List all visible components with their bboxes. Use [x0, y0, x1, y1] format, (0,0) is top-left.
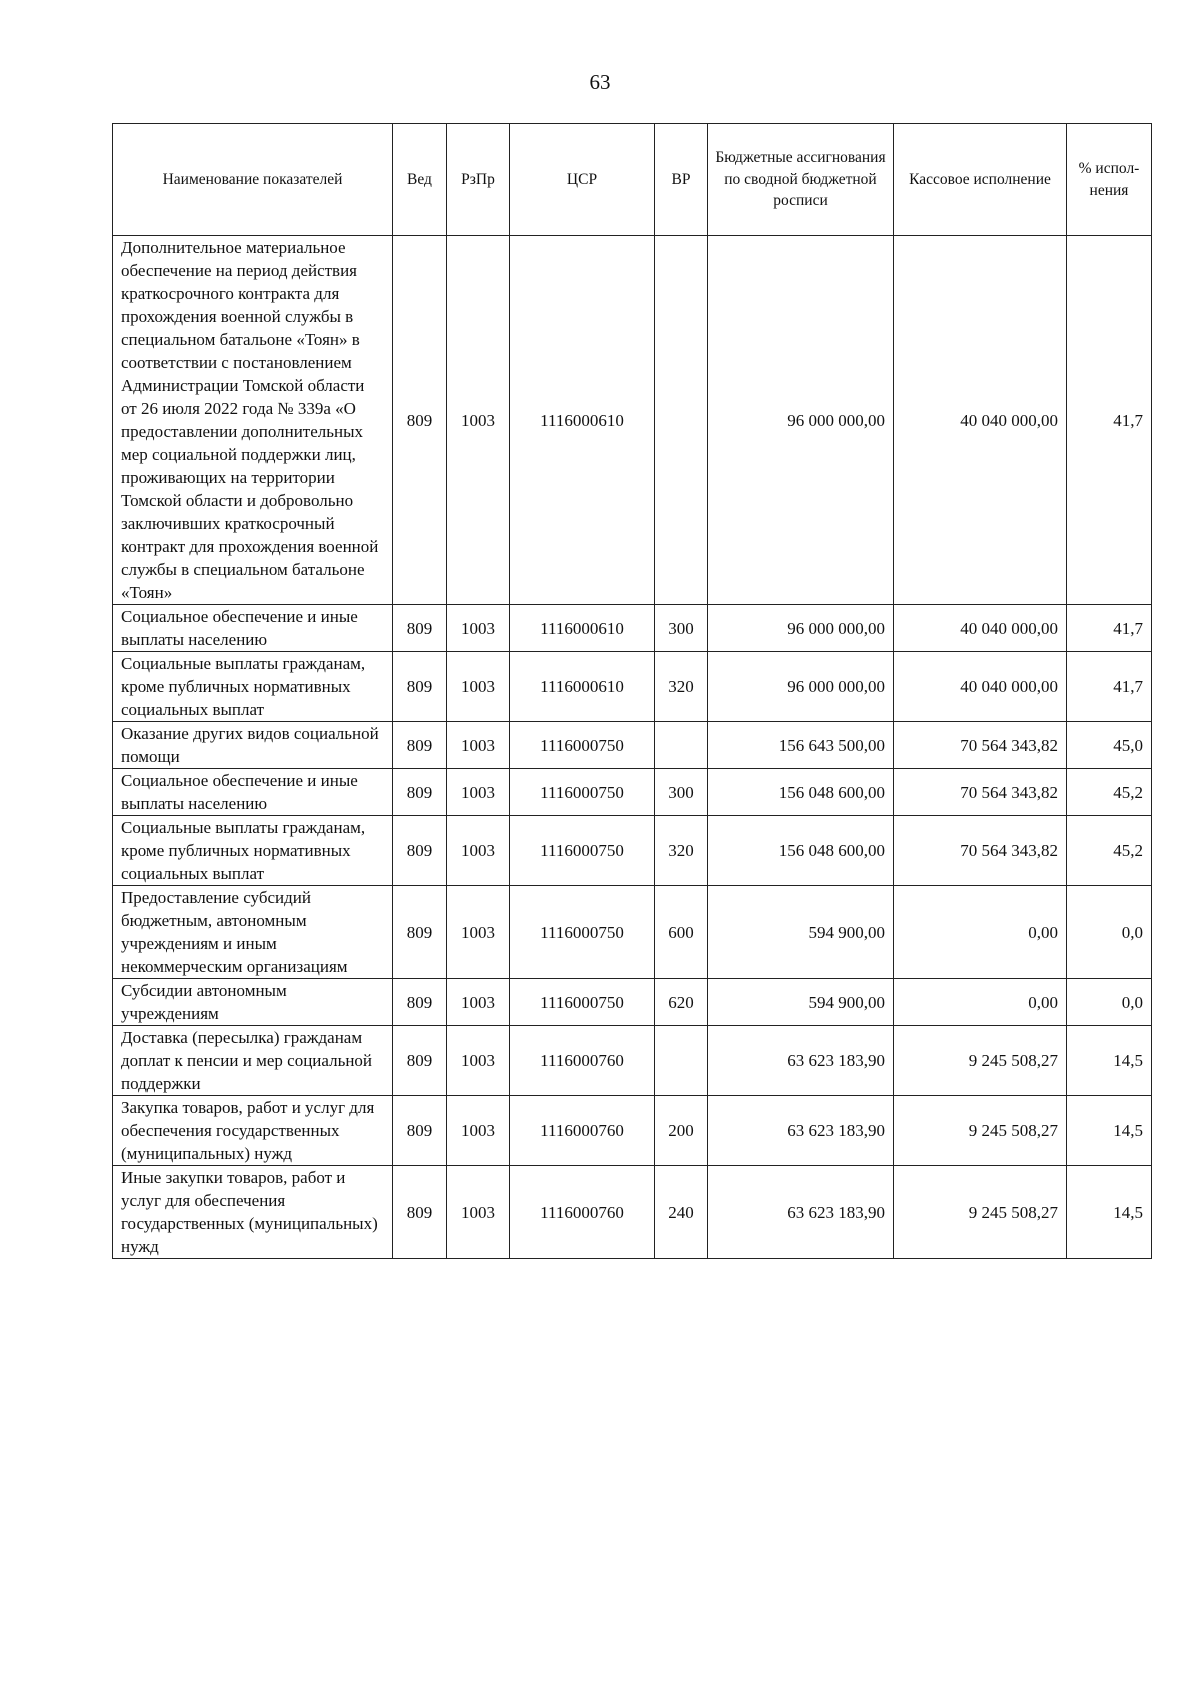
row-execution: 70 564 343,82 [894, 769, 1067, 816]
row-csr: 1116000750 [510, 816, 655, 886]
row-vr: 320 [655, 816, 708, 886]
row-csr: 1116000760 [510, 1096, 655, 1166]
table-row [113, 236, 1152, 605]
row-name: Социальные выплаты гражданам, кроме публичных нормативных социальных выплат [113, 816, 393, 886]
row-name: Социальное обеспечение и иные выплаты населению [113, 769, 393, 816]
row-rzpr: 1003 [447, 722, 510, 769]
row-execution: 70 564 343,82 [894, 722, 1067, 769]
row-csr: 1116000610 [510, 605, 655, 652]
row-execution: 0,00 [894, 979, 1067, 1026]
page-number: 63 [589, 70, 611, 94]
row-percent: 0,0 [1067, 979, 1152, 1026]
row-name: Социальные выплаты гражданам, кроме публичных нормативных социальных выплат [113, 652, 393, 722]
row-allocations: 96 000 000,00 [708, 652, 894, 722]
table-header [113, 124, 1152, 236]
row-ved: 809 [393, 979, 447, 1026]
row-execution: 9 245 508,27 [894, 1096, 1067, 1166]
row-name: Социальное обеспечение и иные выплаты населению [113, 605, 393, 652]
row-ved: 809 [393, 1096, 447, 1166]
row-execution: 40 040 000,00 [894, 236, 1067, 605]
row-ved: 809 [393, 816, 447, 886]
row-csr: 1116000750 [510, 886, 655, 979]
row-rzpr: 1003 [447, 652, 510, 722]
row-csr: 1116000760 [510, 1166, 655, 1259]
budget-execution-table [112, 123, 1152, 1259]
row-rzpr: 1003 [447, 1026, 510, 1096]
row-vr: 600 [655, 886, 708, 979]
row-name: Закупка товаров, работ и услуг для обеспечения государственных (муниципальных) нужд [113, 1096, 393, 1166]
row-percent: 45,2 [1067, 816, 1152, 886]
row-rzpr: 1003 [447, 769, 510, 816]
row-csr: 1116000610 [510, 652, 655, 722]
row-execution: 0,00 [894, 886, 1067, 979]
table-body [113, 236, 1152, 1259]
row-name: Субсидии автономным учреждениям [113, 979, 393, 1026]
row-vr [655, 236, 708, 605]
row-ved: 809 [393, 605, 447, 652]
row-execution: 9 245 508,27 [894, 1026, 1067, 1096]
row-vr: 200 [655, 1096, 708, 1166]
row-percent: 41,7 [1067, 652, 1152, 722]
row-ved: 809 [393, 236, 447, 605]
table-row [113, 722, 1152, 769]
row-vr: 300 [655, 605, 708, 652]
row-allocations: 96 000 000,00 [708, 605, 894, 652]
row-percent: 41,7 [1067, 236, 1152, 605]
header-rzpr: РзПр [447, 124, 510, 236]
row-allocations: 156 643 500,00 [708, 722, 894, 769]
row-allocations: 594 900,00 [708, 886, 894, 979]
row-rzpr: 1003 [447, 1166, 510, 1259]
row-csr: 1116000750 [510, 979, 655, 1026]
row-vr: 320 [655, 652, 708, 722]
table-row [113, 769, 1152, 816]
row-allocations: 156 048 600,00 [708, 816, 894, 886]
row-allocations: 63 623 183,90 [708, 1026, 894, 1096]
row-allocations: 63 623 183,90 [708, 1166, 894, 1259]
row-percent: 14,5 [1067, 1166, 1152, 1259]
table-row [113, 1026, 1152, 1096]
row-rzpr: 1003 [447, 1096, 510, 1166]
row-percent: 0,0 [1067, 886, 1152, 979]
row-csr: 1116000750 [510, 722, 655, 769]
table-row [113, 605, 1152, 652]
header-execution: Кассовое исполнение [894, 124, 1067, 236]
row-ved: 809 [393, 769, 447, 816]
row-rzpr: 1003 [447, 886, 510, 979]
row-percent: 14,5 [1067, 1096, 1152, 1166]
table-row [113, 886, 1152, 979]
row-name: Оказание других видов социальной помощи [113, 722, 393, 769]
row-allocations: 96 000 000,00 [708, 236, 894, 605]
row-allocations: 63 623 183,90 [708, 1096, 894, 1166]
header-ved: Вед [393, 124, 447, 236]
row-allocations: 594 900,00 [708, 979, 894, 1026]
row-rzpr: 1003 [447, 605, 510, 652]
row-name: Предоставление субсидий бюджетным, автономным учреждениям и иным некоммерческим организациям [113, 886, 393, 979]
header-csr: ЦСР [510, 124, 655, 236]
row-percent: 45,2 [1067, 769, 1152, 816]
row-percent: 41,7 [1067, 605, 1152, 652]
row-ved: 809 [393, 1026, 447, 1096]
row-vr: 300 [655, 769, 708, 816]
row-execution: 9 245 508,27 [894, 1166, 1067, 1259]
row-rzpr: 1003 [447, 816, 510, 886]
table-row [113, 652, 1152, 722]
row-percent: 14,5 [1067, 1026, 1152, 1096]
row-percent: 45,0 [1067, 722, 1152, 769]
row-vr: 240 [655, 1166, 708, 1259]
table-row [113, 979, 1152, 1026]
row-vr [655, 722, 708, 769]
row-ved: 809 [393, 722, 447, 769]
table-row [113, 1166, 1152, 1259]
row-execution: 40 040 000,00 [894, 605, 1067, 652]
row-execution: 70 564 343,82 [894, 816, 1067, 886]
row-execution: 40 040 000,00 [894, 652, 1067, 722]
row-csr: 1116000610 [510, 236, 655, 605]
table-row [113, 1096, 1152, 1166]
row-vr: 620 [655, 979, 708, 1026]
header-vr: ВР [655, 124, 708, 236]
header-allocations: Бюджетные ассигнования по сводной бюджетной росписи [708, 124, 894, 236]
header-name: Наименование показателей [113, 124, 393, 236]
row-name: Иные закупки товаров, работ и услуг для обеспечения государственных (муниципальных) нужд [113, 1166, 393, 1259]
row-ved: 809 [393, 1166, 447, 1259]
row-ved: 809 [393, 886, 447, 979]
row-name: Доставка (пересылка) гражданам доплат к пенсии и мер социальной поддержки [113, 1026, 393, 1096]
row-allocations: 156 048 600,00 [708, 769, 894, 816]
row-rzpr: 1003 [447, 236, 510, 605]
table-row [113, 816, 1152, 886]
row-rzpr: 1003 [447, 979, 510, 1026]
row-ved: 809 [393, 652, 447, 722]
row-csr: 1116000760 [510, 1026, 655, 1096]
row-csr: 1116000750 [510, 769, 655, 816]
row-vr [655, 1026, 708, 1096]
header-percent: % испол-нения [1067, 124, 1152, 236]
row-name: Дополнительное материальное обеспечение на период действия краткосрочного контракта для прохождения военной службы в специальном батальоне «Тоян» в соответствии с постановлением Администрации Томской области от 26 июля 2022 года № 339а «О предоставлении дополнительных мер социальной поддержки лиц, проживающих на территории Томской области и добровольно заключивших краткосрочный контракт для прохождения военной службы в специальном батальоне «Тоян» [113, 236, 393, 605]
